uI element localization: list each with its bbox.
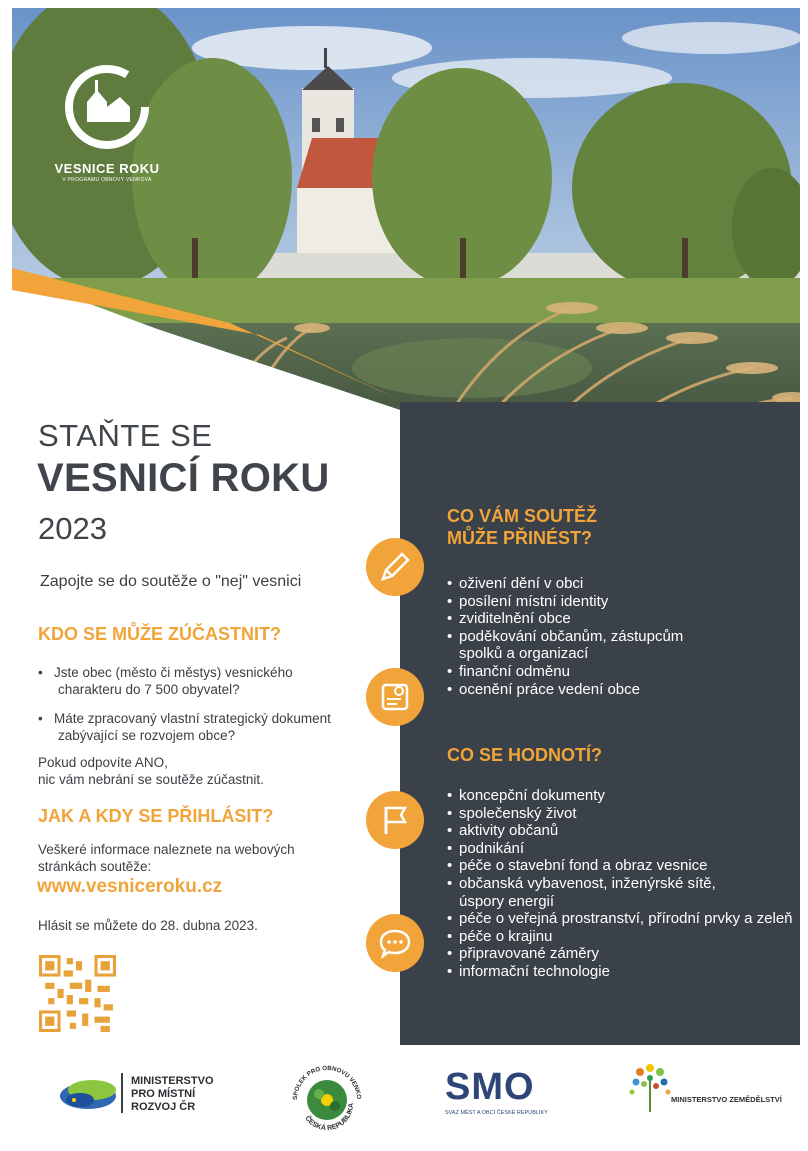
headline-line1: STAŇTE SE	[38, 418, 213, 453]
benefits-title: CO VÁM SOUTĚŽ MŮŽE PŘINÉST?	[447, 506, 598, 548]
flag-icon	[366, 791, 424, 849]
who-item: • Jste obec (město či městys) vesnického charakteru do 7 500 obyvatel?	[38, 665, 293, 697]
list-item: • oživení dění v obci	[447, 575, 683, 593]
chat-bubble-icon	[366, 914, 424, 972]
list-item: • občanská vybavenost, inženýrské sítě, úspory energií	[447, 875, 793, 910]
who-item: • Máte zpracovaný vlastní strategický dokument zabývající se rozvojem obce?	[38, 711, 331, 743]
brand-title: VESNICE ROKU	[54, 161, 160, 176]
list-item: • péče o veřejná prostranství, přírodní prvky a zeleň	[447, 910, 793, 928]
list-item: • společenský život	[447, 805, 793, 823]
smo-subtitle: SVAZ MĚST A OBCÍ ČESKÉ REPUBLIKY	[445, 1110, 548, 1116]
deadline-text: Hlásit se můžete do 28. dubna 2023.	[38, 918, 258, 933]
list-item: • posílení místní identity	[447, 593, 683, 611]
list-item: • poděkování občanům, zástupcům spolků a organizací	[447, 628, 683, 663]
headline-year: 2023	[38, 511, 107, 546]
who-title: KDO SE MŮŽE ZÚČASTNIT?	[38, 624, 281, 644]
how-text: Veškeré informace naleznete na webových stránkách soutěže:	[38, 842, 295, 874]
divider	[121, 1073, 123, 1113]
list-item: • aktivity občanů	[447, 822, 793, 840]
vesnice-roku-logo	[42, 62, 172, 183]
mze-logo	[628, 1058, 678, 1119]
criteria-list	[447, 787, 793, 981]
mmr-logo	[58, 1074, 120, 1119]
benefits-list	[447, 575, 683, 698]
mmr-name: MINISTERSTVO PRO MÍSTNÍ ROZVOJ ČR	[131, 1075, 214, 1113]
intro-text: Zapojte se do soutěže o "nej" vesnici	[40, 573, 302, 590]
certificate-icon	[366, 668, 424, 726]
list-item: • péče o krajinu	[447, 928, 793, 946]
headline-line2: VESNICÍ ROKU	[37, 456, 330, 500]
who-note: Pokud odpovíte ANO, nic vám nebrání se soutěže zúčastnit.	[38, 755, 264, 787]
website-link[interactable]: www.vesniceroku.cz	[37, 876, 223, 897]
pencil-icon	[366, 538, 424, 596]
spov-logo	[285, 1058, 369, 1142]
how-title: JAK A KDY SE PŘIHLÁSIT?	[38, 806, 274, 826]
criteria-title: CO SE HODNOTÍ?	[447, 745, 603, 765]
mze-name: MINISTERSTVO ZEMĚDĚLSTVÍ	[671, 1095, 782, 1104]
list-item: • koncepční dokumenty	[447, 787, 793, 805]
svg-text:ČESKÁ REPUBLIKA: ČESKÁ REPUBLIKA	[303, 1102, 356, 1133]
list-item: • připravované záměry	[447, 945, 793, 963]
smo-logo: SMO	[445, 1066, 535, 1108]
list-item: • podnikání	[447, 840, 793, 858]
qr-code-icon[interactable]	[39, 955, 116, 1032]
list-item: • zviditelnění obce	[447, 610, 683, 628]
list-item: • péče o stavební fond a obraz vesnice	[447, 857, 793, 875]
list-item: • finanční odměnu	[447, 663, 683, 681]
spov-emblem-icon	[285, 1058, 369, 1142]
list-item: • informační technologie	[447, 963, 793, 981]
mmr-emblem-icon	[58, 1074, 120, 1114]
mze-tree-icon	[628, 1058, 678, 1114]
brand-subtitle: V PROGRAMU OBNOVY VENKOVA	[62, 177, 152, 183]
list-item: • ocenění práce vedení obce	[447, 681, 683, 699]
vesnice-roku-emblem-icon	[62, 62, 152, 152]
svg-text:SPOLEK PRO OBNOVU VENKOVA: SPOLEK PRO OBNOVU VENKO	[291, 1064, 363, 1101]
